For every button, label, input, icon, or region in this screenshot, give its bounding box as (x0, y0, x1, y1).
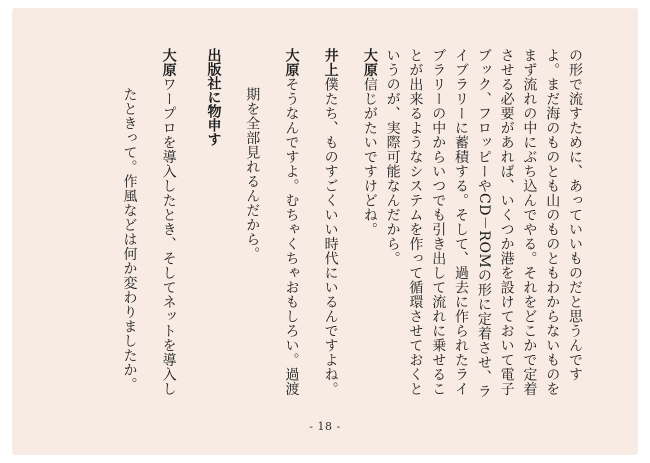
dialogue-text: 信じがたいですけどね。 (361, 77, 378, 237)
speaker-name: 井上 (322, 48, 339, 77)
page-number: - 18 - (309, 420, 341, 433)
dialogue-text: そうなんですよ。むちゃくちゃおもしろい。過渡期を全部見れるんだから。 (244, 77, 300, 396)
paragraph: の形で流すために、あっていいものだと思うんですよ。まだ海のものとも山のものともわからないものをまず流れの中にぶち込んでやる。それをどこかで定着させる必要があれば、いくつか港を設けておいて電子ブック、フロッピーやCD－ROMの形に定着させ、ライブラリーに蓄積する。そして、過去に作られたライブラリーの中からいつでも引き出して流れに乗せることが出来るようなシステムを作って循環させておくというのが、実際可能なんだから。 (384, 48, 583, 399)
dialogue-line (302, 48, 341, 408)
dialogue-line (342, 48, 381, 408)
dialogue-text: 僕たち、ものすごくいい時代にいるんですよね。 (322, 77, 339, 396)
section-heading: 出版社に物申す (205, 48, 222, 146)
dialogue-line (118, 48, 180, 408)
speaker-name: 大原 (160, 48, 177, 77)
speaker-name: 大原 (361, 48, 378, 77)
dialogue-line (240, 48, 302, 408)
book-page (12, 8, 638, 455)
dialogue-text: ワープロを導入したとき、そしてネットを導入したときって。作風などは何か変わりましたか。 (121, 77, 177, 396)
vertical-text-body (118, 48, 586, 408)
speaker-name: 大原 (283, 48, 300, 77)
